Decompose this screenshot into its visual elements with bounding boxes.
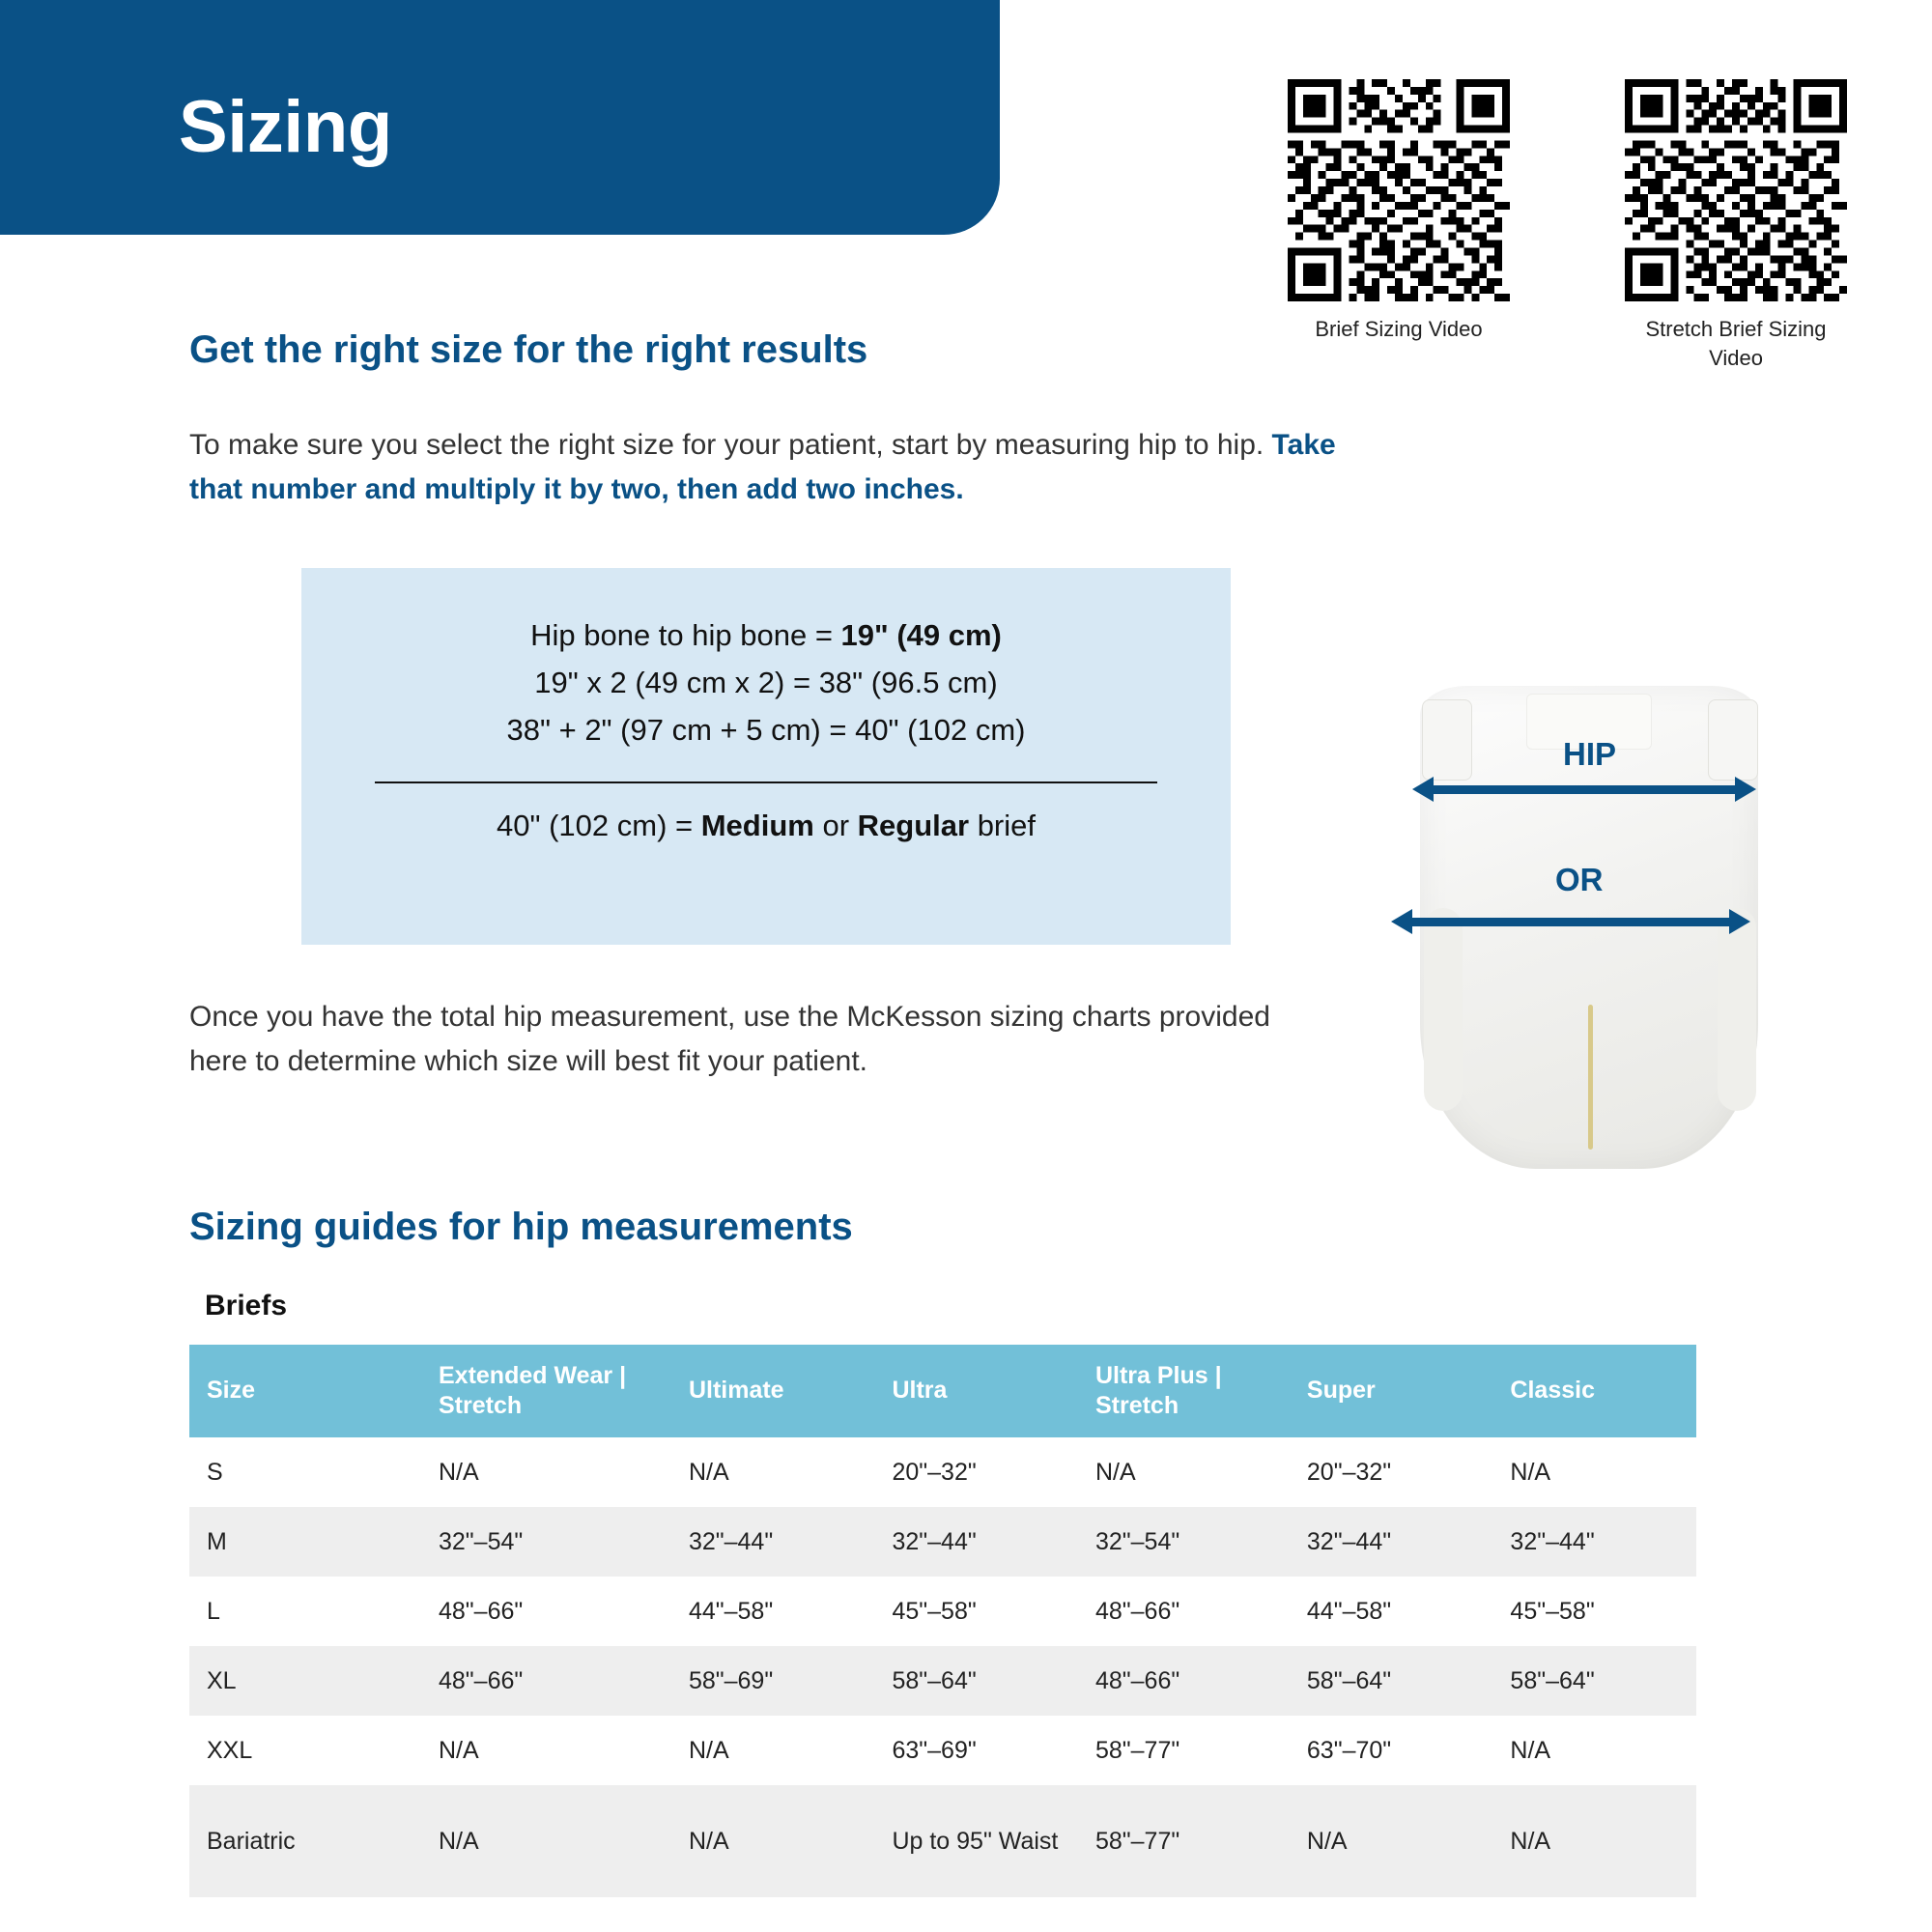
table-header-row <box>189 1345 1696 1437</box>
cell-ultra-plus: 32"–54" <box>1078 1507 1290 1577</box>
brief-tab-left <box>1422 699 1472 781</box>
formula-result-size-regular: Regular <box>857 808 970 842</box>
table-row <box>189 1507 1696 1577</box>
formula-result-prefix: 40" (102 cm) = <box>497 808 701 842</box>
brief-tab-right <box>1708 699 1758 781</box>
cell-ultra-plus: 58"–77" <box>1078 1716 1290 1785</box>
cell-classic: N/A <box>1492 1437 1696 1507</box>
cell-classic: N/A <box>1492 1716 1696 1785</box>
cell-ultra: 58"–64" <box>874 1646 1078 1716</box>
column-header-ultimate: Ultimate <box>671 1345 875 1437</box>
cell-classic: 32"–44" <box>1492 1507 1696 1577</box>
cell-classic: 58"–64" <box>1492 1646 1696 1716</box>
cell-classic: N/A <box>1492 1785 1696 1897</box>
column-header-size: Size <box>189 1345 421 1437</box>
formula-line-3: 38" + 2" (97 cm + 5 cm) = 40" (102 cm) <box>506 712 1026 747</box>
stretch-brief-sizing-video-caption: Stretch Brief Sizing Video <box>1645 317 1827 370</box>
cell-super: 20"–32" <box>1290 1437 1493 1507</box>
cell-ultra-plus: 48"–66" <box>1078 1646 1290 1716</box>
formula-result <box>301 809 1231 843</box>
formula-divider <box>375 781 1157 783</box>
cell-size: Bariatric <box>189 1785 421 1897</box>
hip-arrow-head-left <box>1412 777 1434 802</box>
intro-paragraph <box>189 423 1387 511</box>
cell-ultra: 20"–32" <box>874 1437 1078 1507</box>
briefs-table-title: Briefs <box>205 1290 288 1321</box>
cell-ultra: Up to 95" Waist <box>874 1785 1078 1897</box>
cell-ultimate: N/A <box>671 1785 875 1897</box>
cell-extended-wear: N/A <box>421 1437 671 1507</box>
cell-ultimate: 32"–44" <box>671 1507 875 1577</box>
cell-super: 58"–64" <box>1290 1646 1493 1716</box>
hip-measurement-arrow <box>1412 781 1756 794</box>
cell-ultimate: 44"–58" <box>671 1577 875 1646</box>
cell-extended-wear: 48"–66" <box>421 1646 671 1716</box>
hip-arrow-line <box>1432 785 1737 794</box>
cell-classic: 45"–58" <box>1492 1577 1696 1646</box>
table-row <box>189 1646 1696 1716</box>
cell-super: N/A <box>1290 1785 1493 1897</box>
cell-ultra: 32"–44" <box>874 1507 1078 1577</box>
guides-heading: Sizing guides for hip measurements <box>189 1206 853 1248</box>
cell-ultimate: 58"–69" <box>671 1646 875 1716</box>
cell-extended-wear: N/A <box>421 1716 671 1785</box>
brief-leg-cuff-left <box>1424 908 1463 1111</box>
formula-result-size-medium: Medium <box>700 808 814 842</box>
cell-size: M <box>189 1507 421 1577</box>
formula-line-1-value: 19" (49 cm) <box>840 618 1002 652</box>
cell-extended-wear: N/A <box>421 1785 671 1897</box>
table-row <box>189 1437 1696 1507</box>
or-arrow-head-right <box>1729 909 1750 934</box>
or-arrow-line <box>1410 918 1731 926</box>
cell-ultimate: N/A <box>671 1716 875 1785</box>
formula-result-conjunction: or <box>813 808 858 842</box>
cell-super: 44"–58" <box>1290 1577 1493 1646</box>
cell-ultra-plus: 48"–66" <box>1078 1577 1290 1646</box>
column-header-classic: Classic <box>1492 1345 1696 1437</box>
table-row <box>189 1785 1696 1897</box>
brief-wetness-indicator <box>1588 1005 1593 1150</box>
second-paragraph: Once you have the total hip measurement, use the McKesson sizing charts provided here to determine which size will best fit your patient. <box>189 1001 1270 1077</box>
stretch-brief-sizing-video-qr-icon[interactable] <box>1625 79 1847 301</box>
cell-extended-wear: 48"–66" <box>421 1577 671 1646</box>
formula-line-2: 19" x 2 (49 cm x 2) = 38" (96.5 cm) <box>534 665 998 699</box>
cell-size: XXL <box>189 1716 421 1785</box>
cell-ultra-plus: N/A <box>1078 1437 1290 1507</box>
table-header <box>189 1345 1696 1437</box>
or-measurement-arrow <box>1391 913 1750 926</box>
formula-box <box>301 568 1231 945</box>
column-header-extended-wear: Extended Wear | Stretch <box>421 1345 671 1437</box>
hip-arrow-head-right <box>1735 777 1756 802</box>
cell-extended-wear: 32"–54" <box>421 1507 671 1577</box>
formula-line-1 <box>301 612 1231 660</box>
brief-sizing-video-qr-block[interactable] <box>1288 79 1510 344</box>
or-arrow-head-left <box>1391 909 1412 934</box>
hip-label: HIP <box>1563 736 1617 772</box>
column-header-ultra-plus: Ultra Plus | Stretch <box>1078 1345 1290 1437</box>
cell-super: 63"–70" <box>1290 1716 1493 1785</box>
or-label: OR <box>1555 862 1604 897</box>
cell-ultra: 45"–58" <box>874 1577 1078 1646</box>
table-row <box>189 1577 1696 1646</box>
page-title: Sizing <box>179 86 392 168</box>
cell-size: L <box>189 1577 421 1646</box>
cell-size: S <box>189 1437 421 1507</box>
cell-ultra-plus: 58"–77" <box>1078 1785 1290 1897</box>
table-row <box>189 1716 1696 1785</box>
column-header-super: Super <box>1290 1345 1493 1437</box>
intro-paragraph-normal: To make sure you select the right size for your patient, start by measuring hip to hip. <box>189 429 1272 461</box>
stretch-brief-sizing-video-qr-block[interactable] <box>1625 79 1847 372</box>
brief-sizing-video-qr-icon[interactable] <box>1288 79 1510 301</box>
formula-line-1-label: Hip bone to hip bone = <box>530 618 841 652</box>
table-body <box>189 1437 1696 1897</box>
intro-paragraph-bold: Take that number and multiply it by two, then add two inches. <box>189 429 1336 505</box>
brief-sizing-video-caption: Brief Sizing Video <box>1315 317 1483 341</box>
header-banner <box>0 0 1000 235</box>
briefs-sizing-table <box>189 1345 1696 1897</box>
cell-ultra: 63"–69" <box>874 1716 1078 1785</box>
brief-illustration <box>1391 676 1777 1188</box>
cell-super: 32"–44" <box>1290 1507 1493 1577</box>
cell-size: XL <box>189 1646 421 1716</box>
column-header-ultra: Ultra <box>874 1345 1078 1437</box>
formula-result-suffix: brief <box>969 808 1036 842</box>
intro-heading: Get the right size for the right results <box>189 328 868 371</box>
brief-leg-cuff-right <box>1718 908 1756 1111</box>
cell-ultimate: N/A <box>671 1437 875 1507</box>
